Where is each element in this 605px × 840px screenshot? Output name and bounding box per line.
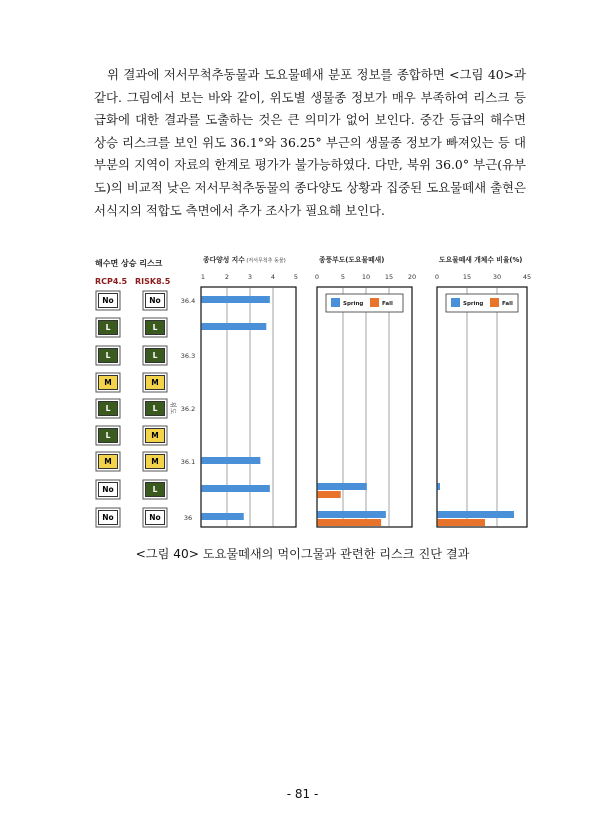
bar-fall — [438, 519, 485, 526]
legend-label-spring: Spring — [343, 301, 364, 307]
lat-tick-label: 36.4 — [180, 297, 196, 305]
risk-box-rcp: M — [98, 454, 118, 469]
risk-box-risk: L — [145, 401, 165, 416]
legend-label-fall: Fall — [502, 301, 513, 307]
risk-box-risk: L — [145, 348, 165, 363]
chart-subtitle: (저서무척추 동물) — [244, 258, 286, 264]
legend-label-spring: Spring — [463, 301, 484, 307]
bar-diversity — [202, 296, 270, 303]
risk-box-rcp: No — [98, 482, 118, 497]
x-tick-label: 5 — [340, 273, 346, 281]
risk-box-risk: L — [145, 320, 165, 335]
x-tick-label: 20 — [407, 273, 417, 281]
chart-title: 종다양성 지수 (저서무척추 동물) — [203, 256, 286, 264]
bar-spring — [318, 511, 386, 518]
bar-spring — [438, 511, 514, 518]
risk-box-risk: M — [145, 428, 165, 443]
risk-box-rcp: L — [98, 401, 118, 416]
risk-box-risk: No — [145, 510, 165, 525]
figure-caption: <그림 40> 도요물떼새의 먹이그물과 관련한 리스크 진단 결과 — [135, 547, 470, 561]
legend-swatch-spring — [451, 298, 460, 307]
bar-diversity — [202, 323, 267, 330]
legend-swatch-fall — [370, 298, 379, 307]
latitude-axis-label: 위도 — [169, 401, 177, 415]
lat-tick-label: 36.1 — [180, 458, 196, 466]
x-tick-label: 2 — [224, 273, 230, 281]
risk-box-risk: No — [145, 293, 165, 308]
x-tick-label: 4 — [270, 273, 276, 281]
risk-box-risk: L — [145, 482, 165, 497]
col-risk-label: RISK8.5 — [135, 277, 171, 286]
lat-tick-label: 36.3 — [180, 352, 196, 360]
risk-box-risk: M — [145, 375, 165, 390]
risk-box-rcp: M — [98, 375, 118, 390]
chart-frame — [437, 287, 527, 527]
bar-spring — [318, 483, 367, 490]
col-rcp-label: RCP4.5 — [95, 277, 128, 286]
x-tick-label: 15 — [384, 273, 394, 281]
body-paragraph: 위 결과에 저서무척추동물과 도요물떼새 분포 정보를 종합하면 <그림 40>과 같다. 그림에서 보는 바와 같이, 위도별 생물종 정보가 매우 부족하여 리스크 등급화에 대한 결과를 도출하는 것은 큰 의미가 없어 보인다. 중간 등급의 해수면 상승 리스크를 보인 위도 36.1°와 36.25° 부근의 생물종 정보가 빠져있는 등 대부분의 지역이 자료의 한계로 평가가 불가능하였다. 다만, 북위 36.0° 부근(유부도)의 비교적 낮은 저서무척추동물의 종다양도 상황과 집중된 도요물떼새 출현은 서식지의 적합도 측면에서 추가 조사가 필요해 보인다. — [94, 67, 526, 218]
lat-tick-label: 36 — [183, 514, 193, 522]
bar-fall — [318, 519, 382, 526]
x-tick-label: 5 — [293, 273, 299, 281]
bar-diversity — [202, 513, 244, 520]
page-number: - 81 - — [286, 787, 319, 801]
risk-box-rcp: L — [98, 348, 118, 363]
bar-spring — [438, 483, 440, 490]
lat-tick-label: 36.2 — [180, 405, 196, 413]
bar-diversity — [202, 485, 270, 492]
risk-box-rcp: No — [98, 293, 118, 308]
x-tick-label: 0 — [314, 273, 320, 281]
x-tick-label: 30 — [492, 273, 502, 281]
x-tick-label: 15 — [462, 273, 472, 281]
legend-swatch-fall — [490, 298, 499, 307]
bar-fall — [318, 491, 341, 498]
risk-box-rcp: L — [98, 428, 118, 443]
risk-box-rcp: No — [98, 510, 118, 525]
bar-diversity — [202, 457, 261, 464]
x-tick-label: 45 — [522, 273, 532, 281]
legend-label-fall: Fall — [382, 301, 393, 307]
risk-title: 해수면 상승 리스크 — [95, 259, 163, 268]
x-tick-label: 3 — [247, 273, 253, 281]
risk-box-rcp: L — [98, 320, 118, 335]
risk-box-risk: M — [145, 454, 165, 469]
x-tick-label: 0 — [434, 273, 440, 281]
legend-swatch-spring — [331, 298, 340, 307]
chart-title: 도요물떼새 개체수 비율(%) — [439, 256, 523, 264]
chart-title: 종풍부도(도요물떼새) — [319, 256, 385, 264]
x-tick-label: 10 — [361, 273, 371, 281]
x-tick-label: 1 — [200, 273, 206, 281]
